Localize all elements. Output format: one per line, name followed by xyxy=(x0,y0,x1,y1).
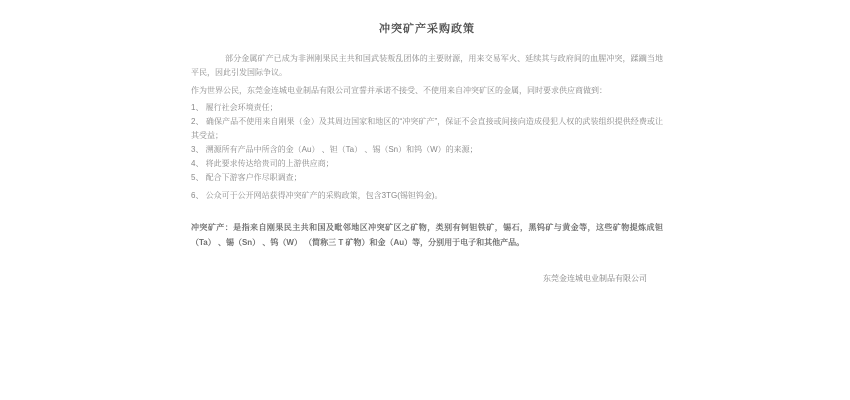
requirement-item-5: 5、 配合下游客户作尽职调查； xyxy=(191,173,302,182)
policy-document-page xyxy=(191,12,663,286)
page-title: 冲突矿产采购政策 xyxy=(379,23,475,35)
company-signature: 东莞金连城电业制品有限公司 xyxy=(543,274,647,283)
requirements-list xyxy=(191,101,663,203)
conflict-minerals-definition: 冲突矿产：是指来自刚果民主共和国及毗邻地区冲突矿区之矿物，类别有钶钽铁矿，锡石，黑钨矿与黄金等，这些矿物提炼成钽（Ta） 、锡（Sn） 、钨（W） （简称三 T 矿物）和金（Au）等，分别用于电子和其他产品。 xyxy=(191,223,663,247)
commitment-paragraph: 作为世界公民，东莞金连城电业制品有限公司宣誓并承诺不接受、不使用来自冲突矿区的金属，同时要求供应商做到： xyxy=(191,86,607,95)
intro-paragraph: 部分金属矿产已成为非洲刚果民主共和国武装叛乱团体的主要财源，用来交易军火、延续其与政府间的血腥冲突，蹂躏当地平民，因此引发国际争议。 xyxy=(191,54,663,77)
requirement-item-3: 3、 溯源所有产品中所含的金（Au） 、钽（Ta） 、锡（Sn）和钨（W）的来源； xyxy=(191,145,478,154)
requirement-item-4: 4、 将此要求传达给贵司的上游供应商； xyxy=(191,159,334,168)
requirement-item-6: 6、 公众可于公开网站获得冲突矿产的采购政策，包含3TG(锡钽钨金)。 xyxy=(191,191,443,200)
requirement-item-1: 1、 履行社会环境责任； xyxy=(191,103,278,112)
requirement-item-2: 2、 确保产品不使用来自刚果（金）及其周边国家和地区的“冲突矿产”，保证不会直接或间接向造成侵犯人权的武装组织提供经费或让其受益； xyxy=(191,117,663,140)
